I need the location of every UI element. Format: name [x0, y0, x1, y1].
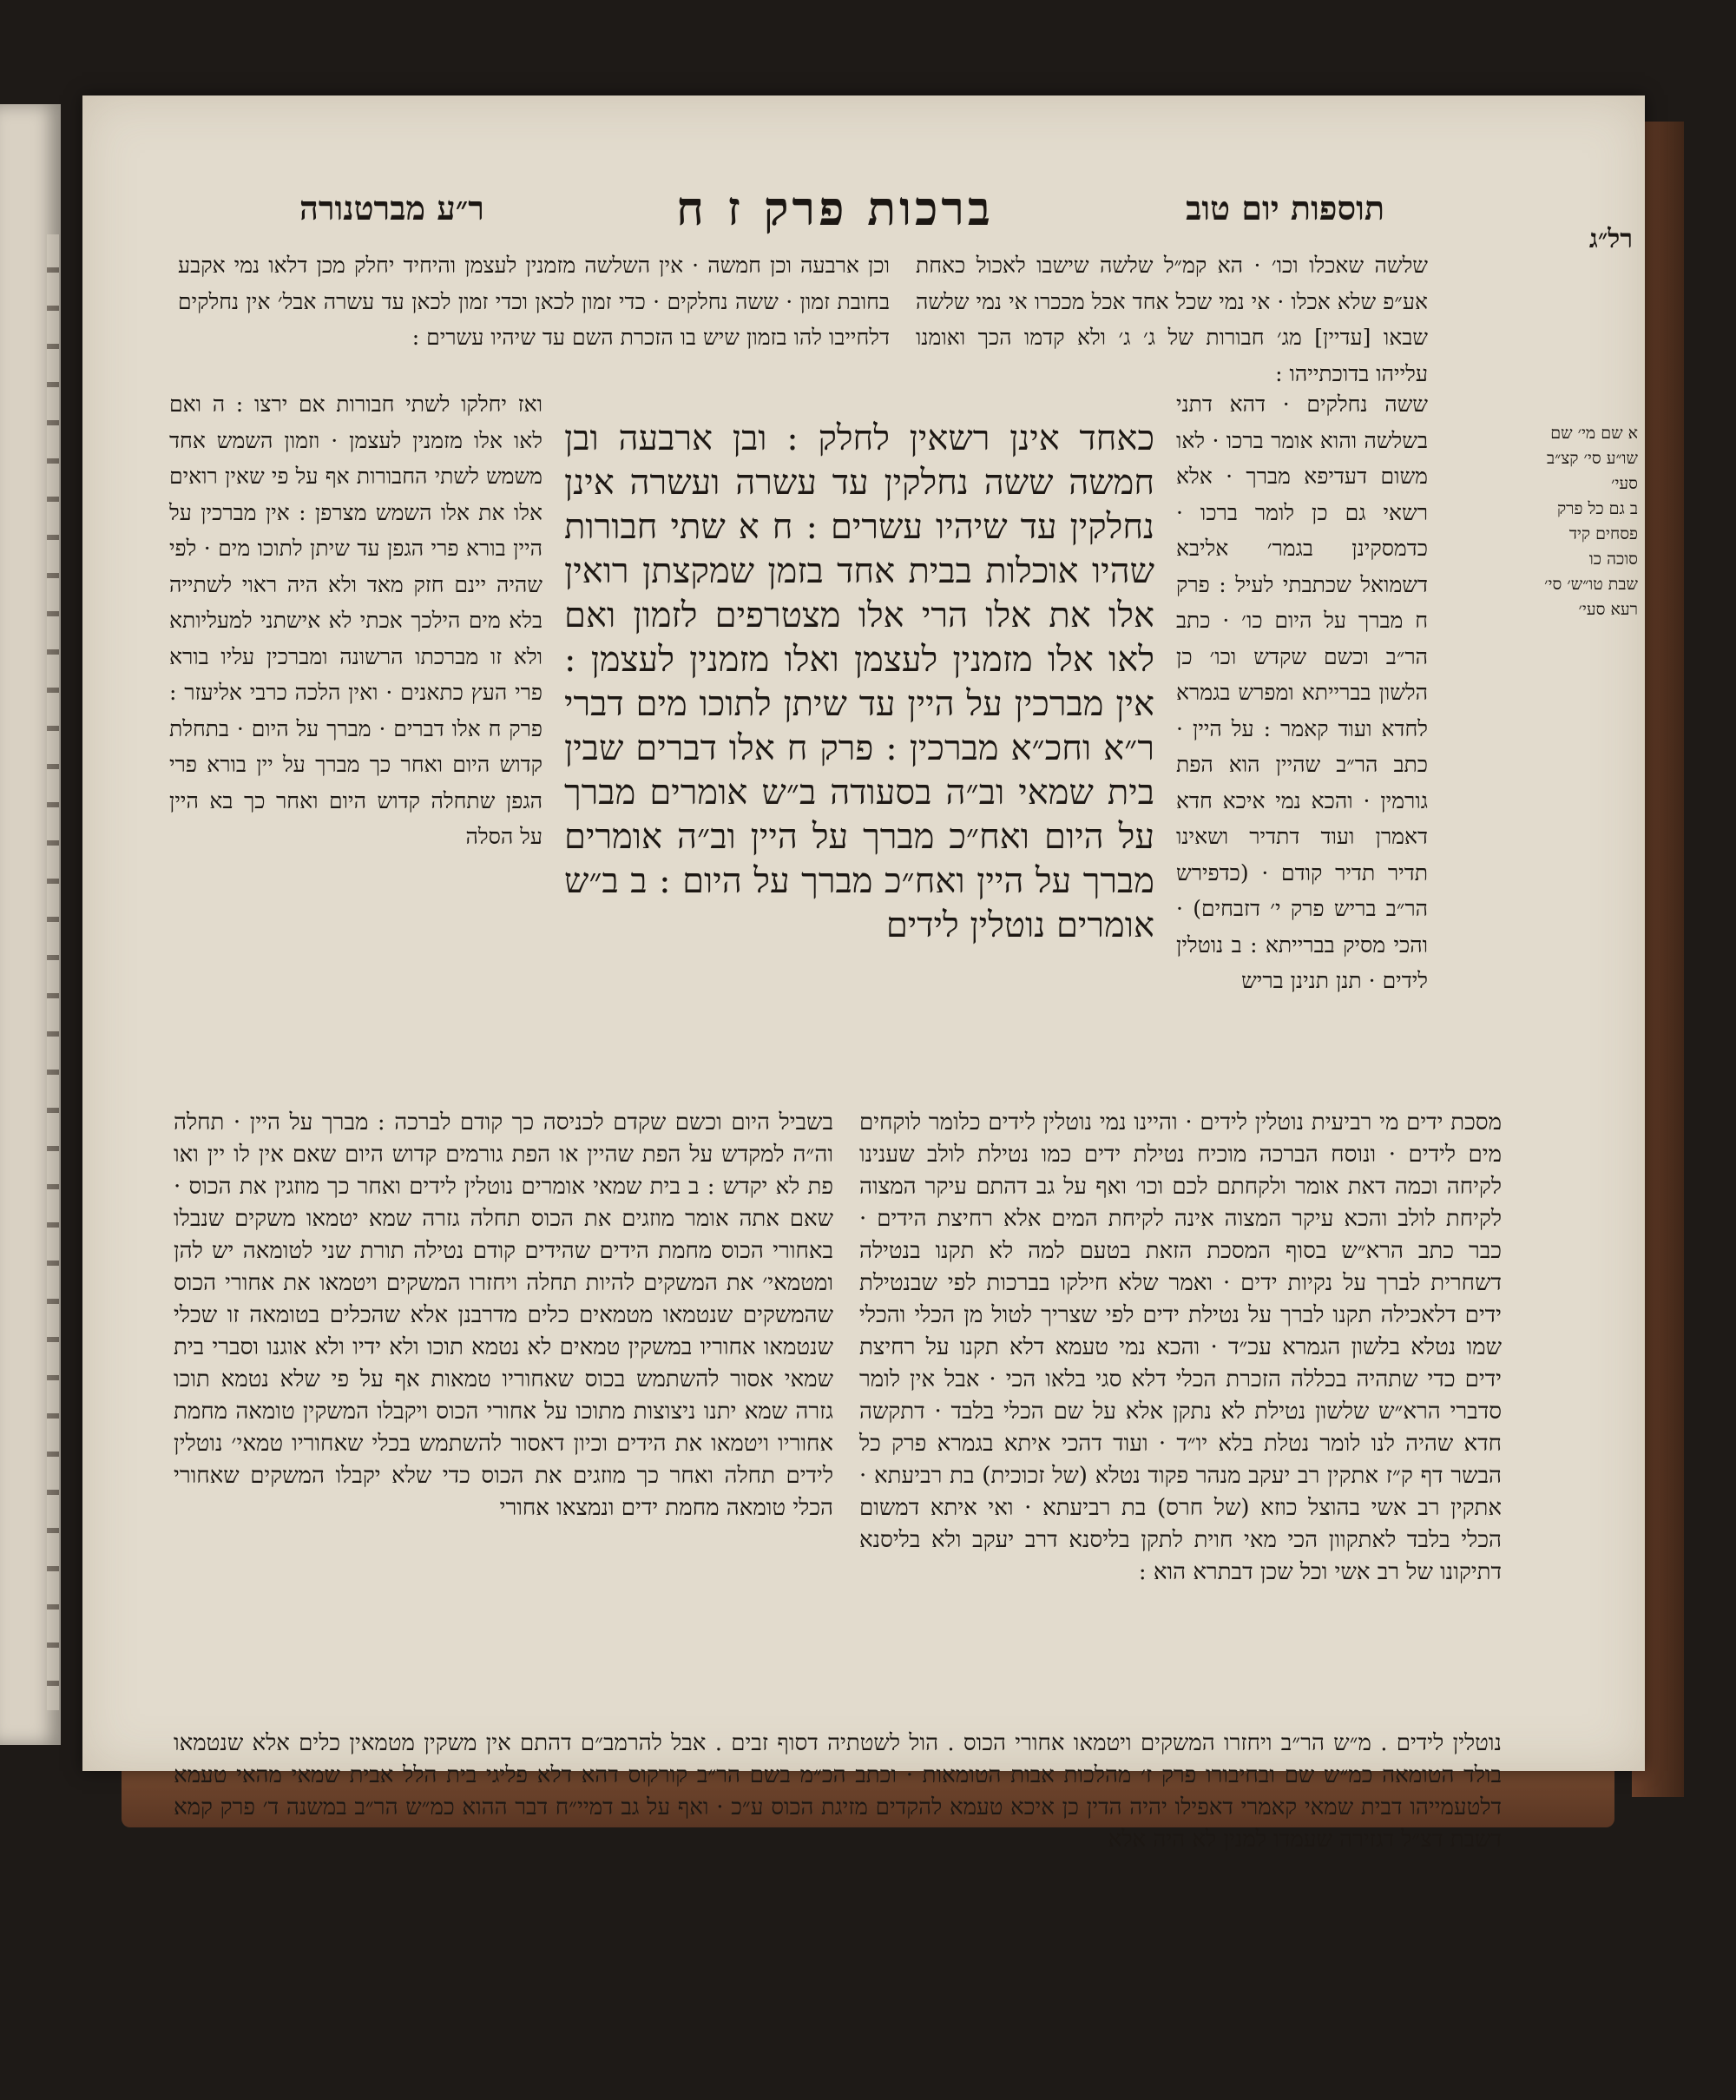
margin-ref: שו״ע סי׳ קצ״ב: [1546, 449, 1638, 468]
header-right-part: תוספות יום טוב: [1186, 188, 1384, 227]
commentary-bottom-left: בשביל היום וכשם שקדם לכניסה כך קודם לברכה : מברך על היין · תחלה וה״ה למקדש על הפת שהיין או הפת גורמים קדוש היום שאם אין לו יין ואו פת לא יקדש : ב בית שמאי אומרים נוטלין לידים ואחר כך מוזגין את הכוס · שאם אתה אומר מוזגים את הכוס תחלה גזרה שמא יטמאו משקים שנבלו באחורי הכוס מחמת הידים שהידים קודם נטילה תורת שני לטומאה יש להן ומטמאי׳ את המשקים להיות תחלה ויחזרו המשקים ויטמאו את אחורי הכוס שהמשקים שנטמאו מטמאים כלים מדרבנן אלא שהכלים בטומאה זו שכלי שנטמאו אחוריו במשקין טמאים לא נטמא תוכו ולא ידיו ולא אוגנו וסברי בית שמאי אסור להשתמש בכוס שאחוריו טמאות אף על פי שלא נטמא תוכו גזרה שמא יתנו ניצוצות מתוכו על אחורי הכוס ויקבלו המשקין טומאה מחמת אחוריו ויטמאו את הידים וכיון דאסור להשתמש בכלי שאחוריו טמאי׳ נוטלין לידים תחלה ואחר כך מוזגים את הכוס כדי שלא יקבלו המשקים שאחורי הכלי טומאה מחמת ידים ונמצאו אחורי: [174, 1109, 833, 1521]
facing-page-edge: [0, 104, 61, 1745]
tosafot-yom-tov-column: ששה נחלקים · דהא דתני בשלשה והוא אומר ברכו · לאו משום דעדיפא מברך · אלא רשאי גם כן לומר ברכו · כדמסקינן בגמר׳ אליבא דשמואל שכתבתי לעיל : פרק ח מברך על היום כו׳ · כתב הר״ב וכשם שקדש וכו׳ כן הלשון בברייתא ומפרש בגמרא לחדא ועוד קאמר : על היין · כתב הר״ב שהיין הוא הפת גורמין · והכא נמי איכא חדא דאמרן ועוד דתדיר ושאינו תדיר תדיר קודם · (כדפירש הר״ב בריש פרק י׳ דזבחים) · והכי מסיק בברייתא : ב נוטלין לידים · תנן תנינן בריש: [1176, 392, 1428, 993]
commentary-top-right: שלשה שאכלו וכו׳ · הא קמ״ל שלשה שישבו לאכול כאחת אע״פ שלא אכלו · אי נמי שכל אחד אכל מככרו אי נמי שלשה שבאו [עדיין] מג׳ חבורות של ג׳ ג׳ ולא קדמו הכך ואומנו עלייהו בדוכתייהו :: [916, 253, 1428, 386]
margin-ref: סוכה כו: [1588, 550, 1638, 569]
commentary-top-left: וכן ארבעה וכן חמשה · אין השלשה מזמנין לעצמן והיחיד יחלק מכן דלאו נמי אקבע בחובת זמון · ששה נחלקים · כדי זמון לכאן וכדי זמון לכאן עד עשרה אבל׳ אין נחלקים דלחייבו להו בזמון שיש בו הזכרת השם עד שיהיו עשרים :: [178, 253, 890, 350]
margin-ref: פסחים קיד: [1568, 524, 1638, 543]
margin-ref: א שם מי׳ שם: [1550, 424, 1638, 443]
header-left-part: ר״ע מברטנורה: [299, 188, 484, 227]
mishnah-text: כאחד אינן רשאין לחלק : ובן ארבעה ובן חמשה ששה נחלקין עד עשרה ועשרה אינן נחלקין עד שיהיו עשרים : ח א שתי חבורות שהיו אוכלות בבית אחד בזמן שמקצתן רואין אלו את אלו הרי אלו מצטרפים לזמון ואם לאו אלו מזמנין לעצמן ואלו מזמנין לעצמן : אין מברכין על היין עד שיתן לתוכו מים דברי ר״א וחכ״א מברכין : פרק ח אלו דברים שבין בית שמאי וב״ה בסעודה ב״ש אומרים מברך על היום ואח״כ מברך על היין וב״ה אומרים מברך על היין ואח״כ מברך על היום : ב ב״ש אומרים נוטלין לידים: [564, 418, 1154, 945]
margin-ref: שבת טו״ש׳ סי׳: [1544, 575, 1638, 594]
margin-references: [1464, 421, 1638, 622]
margin-ref: ב גם כל פרק: [1556, 499, 1638, 518]
margin-ref: סעי׳: [1611, 474, 1638, 493]
header-center-part: ברכות פרק ז ח: [676, 181, 994, 236]
margin-ref: רעא סעי׳: [1578, 600, 1638, 619]
commentary-bottom-right: מסכת ידים מי רביעית נוטלין לידים · והיינו נמי נוטלין לידים כלומר לוקחים מים לידים · ונוסח הברכה מוכיח נטילת ידים כמו נטילת לולב שענינו לקיחה וכמה דאת אומר ולקחתם לכם וכו׳ ואף על גב דהתם עיקר המצוה לקיחת לולב והכא עיקר המצוה אינה לקיחת המים אלא רחיצת הידים · כבר כתב הרא״ש בסוף המסכת הזאת בטעם למה לא תקנו בנטילה דשחרית לברך על נקיות ידים · ואמר שלא חילקו בברכות לפי שבנטילת ידים דלאכילה תקנו לברך על נטילת ידים לפי שצריך לטול מן הכלי והכלי שמו נטלא בלשון הגמרא עכ״ד · והכא נמי טעמא דלא תקנו על רחיצת ידים כדי שתהיה בכללה הזכרת הכלי דלא סגי בלאו הכי · אבל אין לומר סדברי הרא״ש שלשון נטילת לא נתקן אלא על שם הכלי בלבד · דתקשה חדא שהיה לנו לומר נטלת בלא יו״ד · ועוד דהכי איתא בגמרא פרק כל הבשר דף ק״ז אתקין רב יעקב מנהר פקוד נטלא (של זכוכית) בת רביעתא · אתקין רב אשי בהוצל כוזא (של חרס) בת רביעתא · ואי איתא דמשום הכלי בלבד לאתקוון הכי מאי חוית לתקן בליסנא דרב יעקב ולא בליסנא דתיקונו של רב אשי וכל שכן דבתרא הוא :: [859, 1109, 1503, 1585]
running-head: [299, 178, 1384, 239]
folio-number: רל״ג: [1588, 224, 1633, 254]
book-page: [82, 95, 1645, 1853]
commentary-bottom-full: נוטלין לידים . מ״ש הר״ב ויחזרו המשקים ויטמאו אחורי הכוס . הול לשטתיה דסוף זבים . אבל להרמב״ם דהתם אין משקין מטמאין כלים אלא שנטמאו בולד הטומאה כמ״ש שם ובחיבורו פרק ז׳ מהלכות אבות הטומאות · וכתב הכ״מ בשם הר״ב קורקוס דהא דלא פליגי בית הלל אבית שמאי מהאי טעמא דלטעמייהו דבית שמאי קאמרי דאפילו יהיה הדין כן איכא טעמא להקדים מזיגת הכוס ע״כ · ואף על גב דמיי״ח דבר ההוא כמ״ש הר״ב במשנה ד׳ פרק קמא דשבת דצ״ל דגזירה שעמדו למנין לא היה אלא: [174, 1730, 1502, 1853]
bartenura-column: ואז יחלקו לשתי חבורות אם ירצו : ה ואם לאו אלו מזמנין לעצמן · וזמון השמש אחד משמש לשתי החבורות אף על פי שאין רואים אלו את אלו השמש מצרפן : אין מברכין על היין בורא פרי הגפן עד שיתן לתוכו מים · לפי שהיה יינם חזק מאד ולא היה ראוי לשתייה בלא מים הילכך אכתי לא אישתני למעליותא ולא זו מברכתו הרשונה ומברכין עליו בורא פרי העץ כתאנים · ואין הלכה כרבי אליעזר : פרק ח אלו דברים · מברך על היום · בתחלת קדוש היום ואחר כך מברך על יין בורא פרי הגפן שתחלה קדוש היום ואחר כך בא היין על הסלה: [169, 392, 542, 849]
